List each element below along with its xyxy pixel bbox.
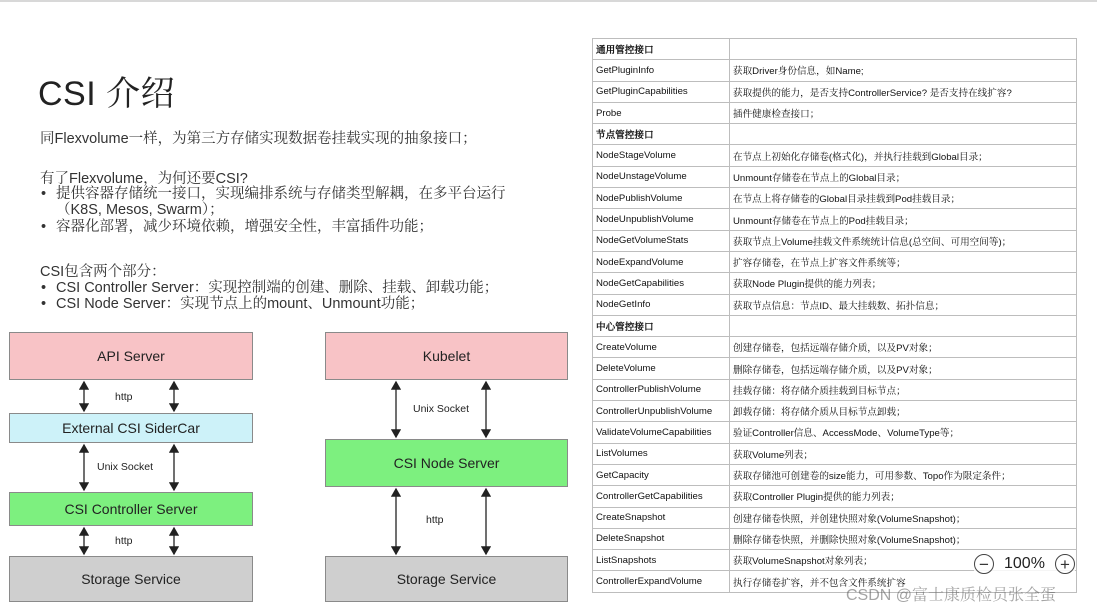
section-title: 通用管控接口: [593, 39, 730, 60]
interface-name: ControllerExpandVolume: [593, 571, 730, 592]
interface-name: GetPluginInfo: [593, 60, 730, 81]
page-title: CSI 介绍: [38, 75, 176, 113]
interface-description: Unmount存储卷在节点上的Global目录；: [730, 166, 1077, 187]
interface-name: NodeStageVolume: [593, 145, 730, 166]
csi-node-server-box: CSI Node Server: [325, 439, 568, 487]
interface-description: 验证Controller信息、AccessMode、VolumeType等；: [730, 422, 1077, 443]
interface-description: [730, 39, 1077, 60]
interface-name: NodeGetInfo: [593, 294, 730, 315]
interface-description: [730, 124, 1077, 145]
interface-name: ControllerUnpublishVolume: [593, 401, 730, 422]
table-section-row: [593, 39, 1077, 60]
interface-name: CreateVolume: [593, 337, 730, 358]
interface-description: 获取提供的能力，是否支持ControllerService? 是否支持在线扩容?: [730, 81, 1077, 102]
csi-interface-table: [592, 38, 1077, 593]
storage-service-box: Storage Service: [9, 556, 253, 602]
why-bullet-item: • 容器化部署，减少环境依赖，增强安全性，丰富插件功能；: [40, 219, 550, 235]
http-label: http: [115, 391, 133, 403]
interface-description: [730, 315, 1077, 336]
parts-bullet-item: • CSI Node Server：实现节点上的mount、Unmount功能；: [40, 296, 560, 312]
table-row: [593, 337, 1077, 358]
table-row: [593, 145, 1077, 166]
interface-name: NodeGetVolumeStats: [593, 230, 730, 251]
interface-description: 获取Controller Plugin提供的能力列表；: [730, 486, 1077, 507]
table-row: [593, 401, 1077, 422]
zoom-control: [974, 552, 1075, 576]
intro-text: 同Flexvolume一样，为第三方存储实现数据卷挂载实现的抽象接口；: [40, 131, 477, 147]
zoom-level: 100%: [1004, 555, 1045, 572]
interface-name: Probe: [593, 102, 730, 123]
interface-description: 获取Node Plugin提供的能力列表；: [730, 273, 1077, 294]
interface-description: Unmount存储卷在节点上的Pod挂载目录；: [730, 209, 1077, 230]
table-row: [593, 358, 1077, 379]
parts-bullet-list: [40, 280, 560, 312]
http-label: http: [426, 514, 444, 526]
interface-description: 在节点上将存储卷的Global目录挂载到Pod挂载目录；: [730, 188, 1077, 209]
csi-controller-server-box: CSI Controller Server: [9, 492, 253, 526]
interface-description: 卸载存储：将存储介质从目标节点卸载；: [730, 401, 1077, 422]
table-row: [593, 166, 1077, 187]
interface-name: NodePublishVolume: [593, 188, 730, 209]
interface-description: 删除存储卷快照，并删除快照对象(VolumeSnapshot)；: [730, 528, 1077, 549]
table-row: [593, 443, 1077, 464]
interface-name: ListVolumes: [593, 443, 730, 464]
table-row: [593, 81, 1077, 102]
table-row: [593, 251, 1077, 272]
table-row: [593, 230, 1077, 251]
table-row: [593, 507, 1077, 528]
interface-name: DeleteSnapshot: [593, 528, 730, 549]
interface-description: 获取Volume列表；: [730, 443, 1077, 464]
interface-name: ControllerPublishVolume: [593, 379, 730, 400]
table-row: [593, 464, 1077, 485]
interface-name: NodeExpandVolume: [593, 251, 730, 272]
interface-description: 获取存储池可创建卷的size能力，可用参数、Topo作为限定条件；: [730, 464, 1077, 485]
table-row: [593, 294, 1077, 315]
interface-name: NodeGetCapabilities: [593, 273, 730, 294]
api-server-box: API Server: [9, 332, 253, 380]
interface-name: NodeUnpublishVolume: [593, 209, 730, 230]
interface-name: GetPluginCapabilities: [593, 81, 730, 102]
section-title: 节点管控接口: [593, 124, 730, 145]
why-heading: 有了Flexvolume，为何还要CSI?: [40, 171, 248, 187]
interface-description: 创建存储卷快照，并创建快照对象(VolumeSnapshot)；: [730, 507, 1077, 528]
table-row: [593, 422, 1077, 443]
unix-socket-label: Unix Socket: [97, 461, 154, 473]
interface-description: 执行存储卷扩容，并不包含文件系统扩容: [730, 571, 1077, 592]
interface-name: ControllerGetCapabilities: [593, 486, 730, 507]
table-row: [593, 528, 1077, 549]
interface-description: 获取VolumeSnapshot对象列表；: [730, 550, 1077, 571]
parts-bullet-item: • CSI Controller Server：实现控制端的创建、删除、挂载、卸载功能；: [40, 280, 560, 296]
interface-description: 挂载存储：将存储介质挂载到目标节点；: [730, 379, 1077, 400]
interface-name: GetCapacity: [593, 464, 730, 485]
interface-name: CreateSnapshot: [593, 507, 730, 528]
kubelet-box: Kubelet: [325, 332, 568, 380]
interface-name: ListSnapshots: [593, 550, 730, 571]
interface-name: DeleteVolume: [593, 358, 730, 379]
sidecar-box: External CSI SiderCar: [9, 413, 253, 443]
parts-heading: CSI包含两个部分：: [40, 264, 166, 280]
interface-name: NodeUnstageVolume: [593, 166, 730, 187]
storage-service-box: Storage Service: [325, 556, 568, 602]
interface-description: 扩容存储卷，在节点上扩容文件系统等；: [730, 251, 1077, 272]
interface-name: ValidateVolumeCapabilities: [593, 422, 730, 443]
interface-description: 获取节点上Volume挂载文件系统统计信息(总空间、可用空间等)；: [730, 230, 1077, 251]
table-row: [593, 209, 1077, 230]
interface-description: 获取Driver身份信息，如Name;: [730, 60, 1077, 81]
unix-socket-label: Unix Socket: [413, 403, 470, 415]
why-bullet-list: [40, 186, 550, 235]
http-label: http: [115, 535, 133, 547]
table-section-row: [593, 124, 1077, 145]
table-row: [593, 188, 1077, 209]
interface-description: 创建存储卷，包括远端存储介质，以及PV对象；: [730, 337, 1077, 358]
interface-description: 获取节点信息：节点ID、最大挂载数、拓扑信息；: [730, 294, 1077, 315]
interface-description: 在节点上初始化存储卷(格式化)，并执行挂载到Global目录；: [730, 145, 1077, 166]
zoom-in-button[interactable]: +: [1055, 554, 1075, 574]
table-section-row: [593, 315, 1077, 336]
section-title: 中心管控接口: [593, 315, 730, 336]
table-row: [593, 102, 1077, 123]
zoom-out-button[interactable]: −: [974, 554, 994, 574]
table-row: [593, 60, 1077, 81]
table-row: [593, 486, 1077, 507]
table-row: [593, 379, 1077, 400]
why-bullet-item: • 提供容器存储统一接口，实现编排系统与存储类型解耦，在多平台运行（K8S, Mesos, Swarm）；: [40, 186, 550, 218]
table-row: [593, 273, 1077, 294]
top-divider: [0, 0, 1097, 2]
interface-description: 插件健康检查接口；: [730, 102, 1077, 123]
interface-description: 删除存储卷，包括远端存储介质，以及PV对象；: [730, 358, 1077, 379]
watermark: CSDN @富士康质检员张全蛋: [846, 587, 1057, 604]
